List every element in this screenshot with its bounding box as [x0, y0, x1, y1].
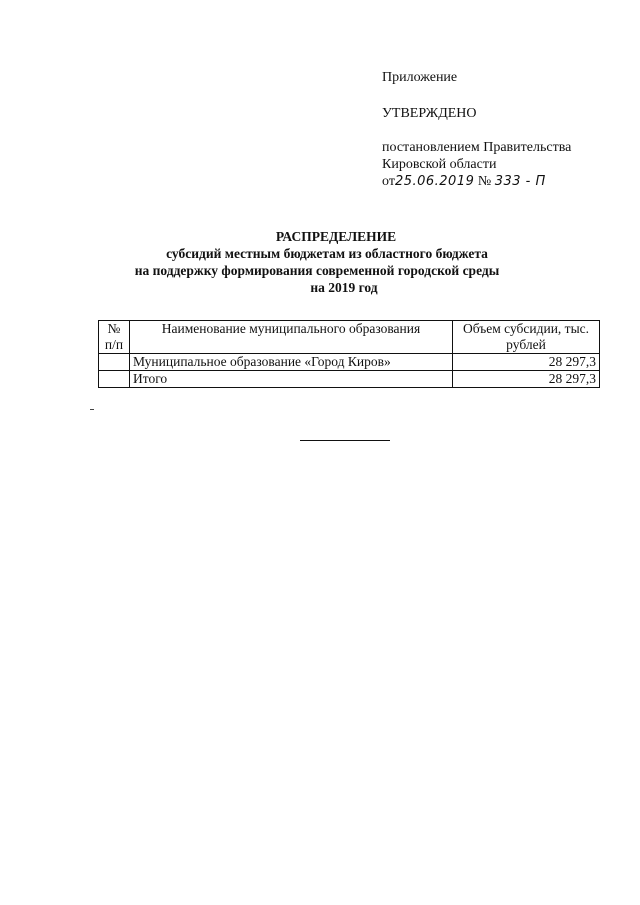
row-sum: 28 297,3	[453, 354, 600, 371]
row-name: Муниципальное образование «Город Киров»	[130, 354, 453, 371]
document-title	[0, 228, 640, 296]
table-header-row	[99, 321, 600, 354]
row-sum: 28 297,3	[453, 371, 600, 388]
region-text: Кировской области	[382, 157, 497, 172]
table-row	[99, 354, 600, 371]
header-sum: Объем субсидии, тыс. рублей	[453, 321, 600, 354]
date-number-line	[382, 174, 546, 190]
date-prefix: от	[382, 174, 395, 189]
title-line-1: РАСПРЕДЕЛЕНИЕ	[275, 229, 397, 244]
handwritten-date: 25.06.2019	[394, 174, 475, 189]
approved-label: УТВЕРЖДЕНО	[382, 106, 477, 121]
handwritten-number: 333 - П	[494, 174, 546, 189]
header-name: Наименование муниципального образования	[130, 321, 453, 354]
margin-mark	[90, 409, 94, 410]
title-line-4: на 2019 год	[310, 280, 378, 295]
appendix-label: Приложение	[382, 70, 458, 85]
table-row	[99, 371, 600, 388]
row-num	[99, 371, 130, 388]
resolution-text: постановлением Правительства	[382, 140, 572, 155]
header-num: № п/п	[99, 321, 130, 354]
title-line-3: на поддержку формирования современной городской среды	[134, 263, 500, 278]
row-num	[99, 354, 130, 371]
subsidy-table	[98, 320, 600, 388]
number-prefix: №	[477, 174, 492, 189]
row-name: Итого	[130, 371, 453, 388]
title-line-2: субсидий местным бюджетам из областного бюджета	[166, 246, 488, 261]
end-divider	[300, 440, 390, 441]
